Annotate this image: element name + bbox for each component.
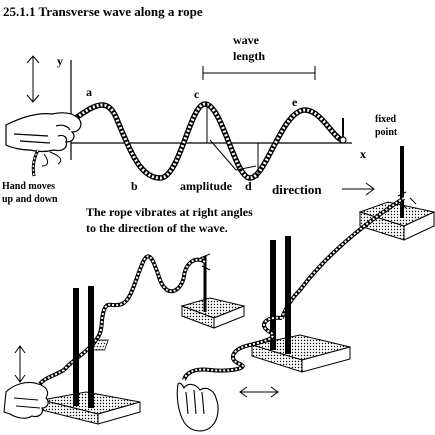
hand-label-line1: Hand moves [2, 181, 56, 192]
direction-label: direction [272, 182, 322, 197]
rope-wave [76, 104, 344, 178]
diagram-title: 25.1.1 Transverse wave along a rope [3, 4, 203, 19]
wavelength-bracket [203, 66, 315, 80]
fixed-point-post [340, 118, 346, 143]
caption-line2: to the direction of the wave. [86, 221, 228, 235]
point-b-label: b [131, 179, 138, 193]
caption-line1: The rope vibrates at right angles [86, 205, 253, 219]
x-axis-label: x [360, 147, 366, 161]
point-d-label: d [245, 179, 252, 193]
horizontal-motion-arrow [240, 387, 278, 397]
hand-label-line2: up and down [2, 194, 58, 205]
fixed-point-label-line1: fixed [375, 114, 397, 125]
point-a-label: a [86, 85, 92, 99]
hand-illustration-bottom-middle [177, 383, 218, 431]
point-e-label: e [292, 95, 298, 109]
amplitude-label: amplitude [180, 179, 233, 193]
y-axis-label: y [57, 54, 63, 68]
left-pole-right [88, 286, 94, 408]
direction-arrow [342, 183, 374, 195]
left-pole-left [73, 288, 79, 406]
middle-stand-base [182, 298, 244, 328]
lower-vertical-arrow [15, 346, 25, 382]
wavelength-label-line2: length [233, 49, 266, 63]
hand-illustration-top [6, 113, 81, 176]
vertical-motion-arrow [27, 56, 39, 102]
wavelength-label-line1: wave [233, 33, 259, 47]
point-c-label: c [194, 87, 200, 101]
center-pole-right [285, 236, 291, 354]
fixed-point-label-line2: point [375, 127, 398, 138]
